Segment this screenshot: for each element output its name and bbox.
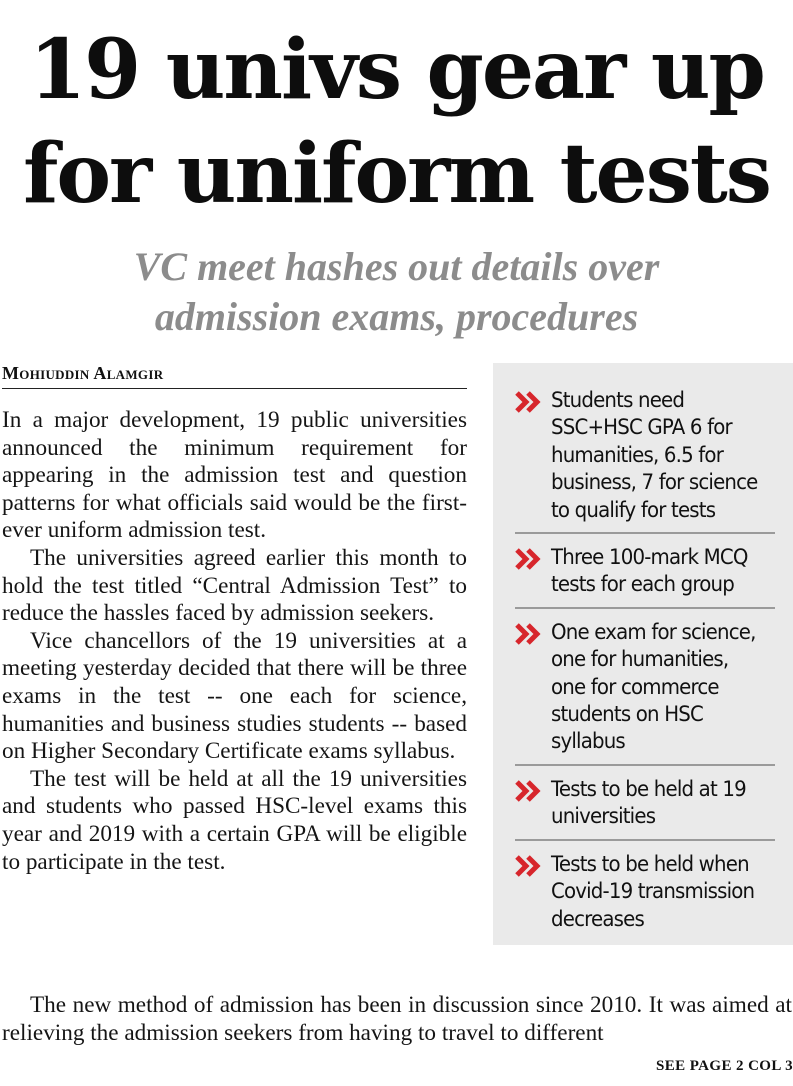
double-chevron-right-icon <box>515 780 551 802</box>
highlight-item <box>515 615 775 766</box>
headline-line: 19 univs gear up <box>29 22 764 118</box>
double-chevron-right-icon <box>515 548 551 570</box>
highlight-item <box>515 383 775 534</box>
highlight-text: Students need SSC+HSC GPA 6 for humanities, 6.5 for business, 7 for science to qualify for tests <box>551 388 758 523</box>
highlight-item <box>515 847 775 941</box>
subheadline-line: admission exams, procedures <box>154 294 639 339</box>
highlight-text: Tests to be held at 19 universities <box>551 776 746 830</box>
highlight-text: Tests to be held when Covid-19 transmission decreases <box>551 851 755 932</box>
highlight-item <box>515 540 775 609</box>
article-body-wide <box>2 992 792 1047</box>
highlight-text: One exam for science, one for humanities, one for commerce students on HSC syllabus <box>551 619 756 755</box>
continuation-jump[interactable]: SEE PAGE 2 COL 3 <box>656 1058 793 1074</box>
article-paragraph: The new method of admission has been in discussion since 2010. It was aimed at relieving the admission seekers from having to travel to different <box>2 992 792 1046</box>
double-chevron-right-icon <box>515 391 551 413</box>
double-chevron-right-icon <box>515 623 551 645</box>
byline: Mohiuddin Alamgir <box>2 363 467 389</box>
subheadline <box>0 242 793 342</box>
headline <box>0 18 793 226</box>
article-paragraph: The universities agreed earlier this month to hold the test titled “Central Admission Test” to reduce the hassles faced by admission seekers. <box>2 544 467 627</box>
subheadline-line: VC meet hashes out details over <box>133 244 660 289</box>
article-paragraph: The test will be held at all the 19 universities and students who passed HSC-level exams this year and 2019 with a certain GPA will be eligible to participate in the test. <box>2 765 467 875</box>
article-body <box>2 407 467 876</box>
article-paragraph: Vice chancellors of the 19 universities at a meeting yesterday decided that there will be three exams in the test -- one each for science, humanities and business studies students -- based on Higher Secondary Certificate exams syllabus. <box>2 627 467 765</box>
highlight-text: Three 100-mark MCQ tests for each group <box>551 545 748 598</box>
article-paragraph: In a major development, 19 public universities announced the minimum requirement for appearing in the admission test and question patterns for what officials said would be the first-ever uniform admission test. <box>2 407 467 544</box>
highlights-sidebar <box>493 363 793 945</box>
headline-line: for uniform tests <box>23 126 770 222</box>
highlight-item <box>515 772 775 841</box>
double-chevron-right-icon <box>515 855 551 877</box>
